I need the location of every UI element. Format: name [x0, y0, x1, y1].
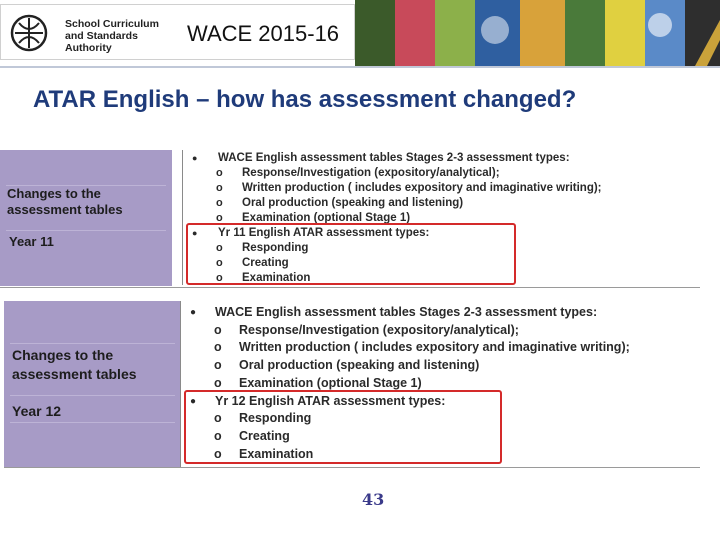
circle-bullet-icon: o — [214, 428, 222, 443]
circle-bullet-icon: o — [216, 272, 223, 284]
list-item: Examination (optional Stage 1) — [239, 375, 422, 390]
list-item: Oral production (speaking and listening) — [239, 358, 480, 373]
panel2-bullet-2: Yr 12 English ATAR assessment types: — [215, 393, 446, 408]
list-item: Creating — [239, 428, 290, 443]
panel1-bullet-2: Yr 11 English ATAR assessment types: — [218, 227, 430, 239]
panel2-guide — [10, 422, 175, 423]
circle-bullet-icon: o — [216, 257, 223, 269]
panel1-side — [0, 150, 172, 286]
circle-bullet-icon: o — [216, 212, 223, 224]
panel1-bottom-line — [0, 287, 700, 288]
banner-divider — [0, 66, 720, 68]
header-banner — [0, 0, 720, 66]
circle-bullet-icon: o — [214, 340, 222, 355]
page-number: 43 — [362, 490, 385, 509]
panel1-highlight-box — [186, 223, 516, 285]
panel2-divider — [180, 301, 181, 467]
panel2-bottom-line — [4, 467, 700, 468]
circle-bullet-icon: o — [214, 446, 222, 461]
logo-box — [0, 4, 355, 60]
list-item: Examination — [239, 446, 314, 461]
list-item: Responding — [239, 411, 312, 426]
photo-strip-image — [355, 0, 720, 66]
list-item: Oral production (speaking and listening) — [242, 197, 464, 209]
program-label: WACE 2015-16 — [187, 21, 340, 46]
list-item: Responding — [242, 242, 309, 254]
panel1-side-heading: Changes to the assessment tables — [7, 186, 123, 217]
panel2-side-heading: Changes to the assessment tables — [12, 347, 137, 382]
circle-bullet-icon: o — [216, 167, 223, 179]
circle-bullet-icon: o — [214, 411, 222, 426]
list-item: Response/Investigation (expository/analytical); — [239, 322, 519, 337]
bullet-dot-icon: ● — [192, 228, 198, 238]
panel2-highlight-box — [184, 390, 502, 464]
authority-logo-icon — [9, 13, 53, 53]
slide-title: ATAR English – how has assessment changed? — [33, 86, 577, 113]
list-item: Examination (optional Stage 1) — [242, 212, 411, 224]
circle-bullet-icon: o — [216, 197, 223, 209]
circle-bullet-icon: o — [216, 182, 223, 194]
panel2-side-year: Year 12 — [12, 403, 62, 419]
panel1-bullet-1: WACE English assessment tables Stages 2-3 assessment types: — [218, 152, 570, 164]
list-item: Written production ( includes expository and imaginative writing); — [242, 182, 602, 194]
panel1-guide — [6, 230, 166, 231]
panel2-guide — [10, 343, 175, 344]
panel1-divider — [182, 150, 183, 285]
list-item: Examination — [242, 272, 311, 284]
circle-bullet-icon: o — [214, 322, 222, 337]
panel2-bullet-1: WACE English assessment tables Stages 2-3 assessment types: — [215, 305, 598, 319]
bullet-dot-icon: ● — [190, 395, 197, 407]
circle-bullet-icon: o — [216, 242, 223, 254]
panel2-guide — [10, 395, 175, 396]
circle-bullet-icon: o — [214, 375, 222, 390]
circle-bullet-icon: o — [214, 358, 222, 373]
bullet-dot-icon: ● — [192, 153, 198, 163]
list-item: Creating — [242, 257, 289, 269]
panel1-side-year: Year 11 — [9, 234, 54, 249]
org-name: School Curriculum and Standards Authority — [65, 18, 159, 54]
list-item: Response/Investigation (expository/analytical); — [242, 167, 500, 179]
list-item: Written production ( includes expository and imaginative writing); — [239, 340, 630, 355]
panel2-side — [4, 301, 180, 467]
bullet-dot-icon: ● — [190, 307, 197, 318]
